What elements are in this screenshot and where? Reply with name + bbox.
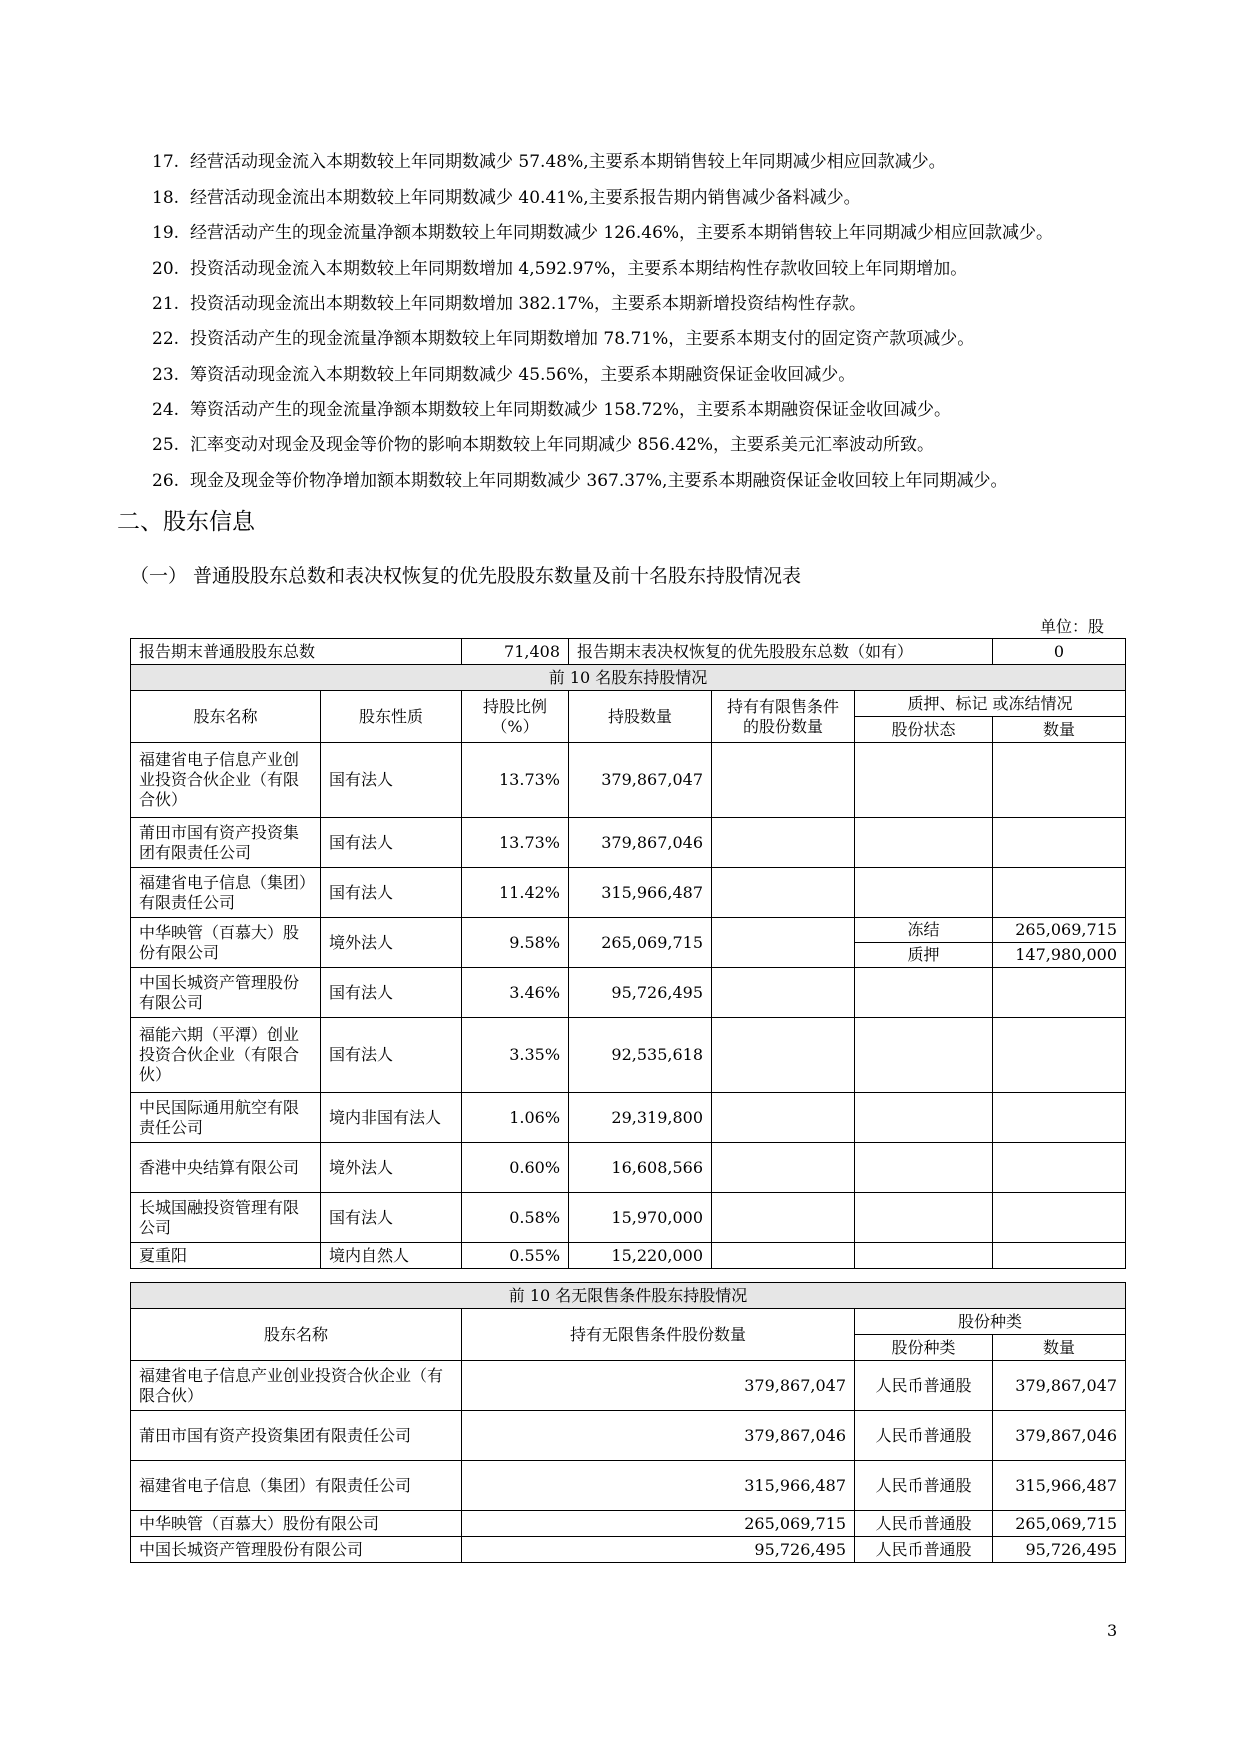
holder-qty: 265,069,715 <box>993 918 1126 943</box>
note-item: 26. 现金及现金等价物净增加额本期数较上年同期数减少 367.37%,主要系本期融资保证金收回较上年同期减少。 <box>152 471 1008 491</box>
holder-restricted <box>712 1018 855 1093</box>
holder-restricted <box>712 1243 855 1269</box>
table-row <box>131 743 1126 818</box>
holder-name: 福建省电子信息（集团）有限责任公司 <box>131 1461 462 1511</box>
header-name: 股东名称 <box>131 691 321 743</box>
holder-name: 中民国际通用航空有限责任公司 <box>131 1093 321 1143</box>
top10-shareholders-table <box>130 638 1126 1269</box>
holder-ratio: 0.60% <box>462 1143 569 1193</box>
holder-ratio: 9.58% <box>462 918 569 968</box>
holder-count: 29,319,800 <box>569 1093 712 1143</box>
header-restricted: 持有有限售条件的股份数量 <box>712 691 855 743</box>
table-row <box>131 1193 1126 1243</box>
header-qty: 数量 <box>993 717 1126 743</box>
holder-ratio: 1.06% <box>462 1093 569 1143</box>
summary-row <box>131 639 1126 665</box>
holder-qty: 379,867,047 <box>993 1361 1126 1411</box>
holder-count: 379,867,047 <box>569 743 712 818</box>
holder-count: 265,069,715 <box>569 918 712 968</box>
holder-qty <box>993 968 1126 1018</box>
holder-unrestricted-count: 379,867,047 <box>462 1361 855 1411</box>
holder-qty <box>993 743 1126 818</box>
holder-status <box>855 1093 993 1143</box>
preferred-holders-label: 报告期末表决权恢复的优先股股东总数（如有） <box>569 639 993 665</box>
holder-qty <box>993 1243 1126 1269</box>
table-row <box>131 868 1126 918</box>
note-item: 22. 投资活动产生的现金流量净额本期数较上年同期数增加 78.71%，主要系本期支付的固定资产款项减少。 <box>152 329 975 349</box>
holder-share-type: 人民币普通股 <box>855 1361 993 1411</box>
holder-qty <box>993 1093 1126 1143</box>
note-item: 21. 投资活动现金流出本期数较上年同期数增加 382.17%，主要系本期新增投资结构性存款。 <box>152 294 867 314</box>
holder-count: 15,220,000 <box>569 1243 712 1269</box>
note-item: 20. 投资活动现金流入本期数较上年同期数增加 4,592.97%，主要系本期结构性存款收回较上年同期增加。 <box>152 259 968 279</box>
holder-nature: 境内非国有法人 <box>321 1093 462 1143</box>
holder-name: 莆田市国有资产投资集团有限责任公司 <box>131 1411 462 1461</box>
table-row <box>131 968 1126 1018</box>
header-count: 持股数量 <box>569 691 712 743</box>
holder-restricted <box>712 818 855 868</box>
holder-status <box>855 743 993 818</box>
common-holders-value: 71,408 <box>462 639 569 665</box>
unrestricted-shareholders-table <box>130 1282 1126 1563</box>
holder-status <box>855 818 993 868</box>
unrestricted-band-title: 前 10 名无限售条件股东持股情况 <box>131 1283 1126 1309</box>
holder-count: 92,535,618 <box>569 1018 712 1093</box>
table-row <box>131 1537 1126 1563</box>
holder-name: 福建省电子信息产业创业投资合伙企业（有限合伙） <box>131 1361 462 1411</box>
table-row <box>131 1461 1126 1511</box>
holder-restricted <box>712 743 855 818</box>
holder-name: 福建省电子信息（集团）有限责任公司 <box>131 868 321 918</box>
holder-status <box>855 1243 993 1269</box>
subsection-title: （一） 普通股股东总数和表决权恢复的优先股股东数量及前十名股东持股情况表 <box>130 565 802 587</box>
holder-ratio: 13.73% <box>462 818 569 868</box>
table-row <box>131 1018 1126 1093</box>
holder-nature: 国有法人 <box>321 1193 462 1243</box>
holder-nature: 国有法人 <box>321 1018 462 1093</box>
preferred-holders-value: 0 <box>993 639 1126 665</box>
holder-status <box>855 1193 993 1243</box>
holder-count: 16,608,566 <box>569 1143 712 1193</box>
holder-qty: 95,726,495 <box>993 1537 1126 1563</box>
holder-nature: 境内自然人 <box>321 1243 462 1269</box>
header-status: 股份状态 <box>855 717 993 743</box>
holder-qty <box>993 1193 1126 1243</box>
page-number: 3 <box>1107 1621 1118 1640</box>
note-item: 17. 经营活动现金流入本期数较上年同期数减少 57.48%,主要系本期销售较上年同期减少相应回款减少。 <box>152 152 946 172</box>
header-pledge: 质押、标记 或冻结情况 <box>855 691 1126 717</box>
holder-nature: 国有法人 <box>321 743 462 818</box>
holder-unrestricted-count: 379,867,046 <box>462 1411 855 1461</box>
holder-ratio: 3.46% <box>462 968 569 1018</box>
holder-nature: 国有法人 <box>321 968 462 1018</box>
holder-unrestricted-count: 315,966,487 <box>462 1461 855 1511</box>
holder-nature: 国有法人 <box>321 818 462 868</box>
header-type: 股份种类 <box>855 1335 993 1361</box>
holder-share-type: 人民币普通股 <box>855 1411 993 1461</box>
holder-count: 315,966,487 <box>569 868 712 918</box>
holder-name: 长城国融投资管理有限公司 <box>131 1193 321 1243</box>
top10-band-title: 前 10 名股东持股情况 <box>131 665 1126 691</box>
holder-qty <box>993 868 1126 918</box>
table-row <box>131 1093 1126 1143</box>
note-item: 19. 经营活动产生的现金流量净额本期数较上年同期数减少 126.46%，主要系本期销售较上年同期减少相应回款减少。 <box>152 223 1054 243</box>
note-item: 24. 筹资活动产生的现金流量净额本期数较上年同期数减少 158.72%，主要系本期融资保证金收回减少。 <box>152 400 952 420</box>
holder-share-type: 人民币普通股 <box>855 1511 993 1537</box>
header-qty: 数量 <box>993 1335 1126 1361</box>
table-row <box>131 1243 1126 1269</box>
header-name: 股东名称 <box>131 1309 462 1361</box>
table-row <box>131 818 1126 868</box>
holder-name: 夏重阳 <box>131 1243 321 1269</box>
header-unrestricted-count: 持有无限售条件股份数量 <box>462 1309 855 1361</box>
holder-status <box>855 868 993 918</box>
holder-ratio: 0.55% <box>462 1243 569 1269</box>
holder-status <box>855 1018 993 1093</box>
holder-unrestricted-count: 265,069,715 <box>462 1511 855 1537</box>
holder-name: 莆田市国有资产投资集团有限责任公司 <box>131 818 321 868</box>
holder-restricted <box>712 1143 855 1193</box>
header-nature: 股东性质 <box>321 691 462 743</box>
holder-name: 中国长城资产管理股份有限公司 <box>131 1537 462 1563</box>
holder-ratio: 3.35% <box>462 1018 569 1093</box>
holder-restricted <box>712 918 855 968</box>
holder-ratio: 0.58% <box>462 1193 569 1243</box>
holder-name: 福建省电子信息产业创业投资合伙企业（有限合伙） <box>131 743 321 818</box>
holder-status <box>855 968 993 1018</box>
holder-count: 95,726,495 <box>569 968 712 1018</box>
holder-share-type: 人民币普通股 <box>855 1537 993 1563</box>
holder-name: 中国长城资产管理股份有限公司 <box>131 968 321 1018</box>
table-row <box>131 1143 1126 1193</box>
holder-name: 香港中央结算有限公司 <box>131 1143 321 1193</box>
holder-status <box>855 1143 993 1193</box>
holder-count: 379,867,046 <box>569 818 712 868</box>
holder-unrestricted-count: 95,726,495 <box>462 1537 855 1563</box>
holder-status: 质押 <box>855 943 993 968</box>
holder-nature: 境外法人 <box>321 1143 462 1193</box>
common-holders-label: 报告期末普通股股东总数 <box>131 639 462 665</box>
holder-share-type: 人民币普通股 <box>855 1461 993 1511</box>
header-ratio: 持股比例（%） <box>462 691 569 743</box>
holder-restricted <box>712 1093 855 1143</box>
holder-nature: 境外法人 <box>321 918 462 968</box>
holder-nature: 国有法人 <box>321 868 462 918</box>
table-row <box>131 1361 1126 1411</box>
holder-name: 中华映管（百慕大）股份有限公司 <box>131 918 321 968</box>
holder-restricted <box>712 868 855 918</box>
note-item: 25. 汇率变动对现金及现金等价物的影响本期数较上年同期减少 856.42%，主要系美元汇率波动所致。 <box>152 435 935 455</box>
holder-qty: 265,069,715 <box>993 1511 1126 1537</box>
holder-qty: 315,966,487 <box>993 1461 1126 1511</box>
holder-qty: 379,867,046 <box>993 1411 1126 1461</box>
holder-qty: 147,980,000 <box>993 943 1126 968</box>
holder-ratio: 13.73% <box>462 743 569 818</box>
holder-restricted <box>712 968 855 1018</box>
holder-qty <box>993 1143 1126 1193</box>
note-item: 18. 经营活动现金流出本期数较上年同期数减少 40.41%,主要系报告期内销售减少备料减少。 <box>152 188 861 208</box>
band-row <box>131 1283 1126 1309</box>
header-type-group: 股份种类 <box>855 1309 1126 1335</box>
section-title: 二、股东信息 <box>117 509 255 535</box>
table-row <box>131 918 1126 943</box>
table-row <box>131 1411 1126 1461</box>
unit-label: 单位：股 <box>1040 617 1105 636</box>
holder-qty <box>993 1018 1126 1093</box>
band-row <box>131 665 1126 691</box>
header-row <box>131 1309 1126 1335</box>
holder-qty <box>993 818 1126 868</box>
holder-name: 福能六期（平潭）创业投资合伙企业（有限合伙） <box>131 1018 321 1093</box>
table-row <box>131 1511 1126 1537</box>
holder-restricted <box>712 1193 855 1243</box>
note-item: 23. 筹资活动现金流入本期数较上年同期数减少 45.56%，主要系本期融资保证金收回减少。 <box>152 365 856 385</box>
holder-ratio: 11.42% <box>462 868 569 918</box>
holder-name: 中华映管（百慕大）股份有限公司 <box>131 1511 462 1537</box>
holder-count: 15,970,000 <box>569 1193 712 1243</box>
header-row <box>131 691 1126 717</box>
holder-status: 冻结 <box>855 918 993 943</box>
